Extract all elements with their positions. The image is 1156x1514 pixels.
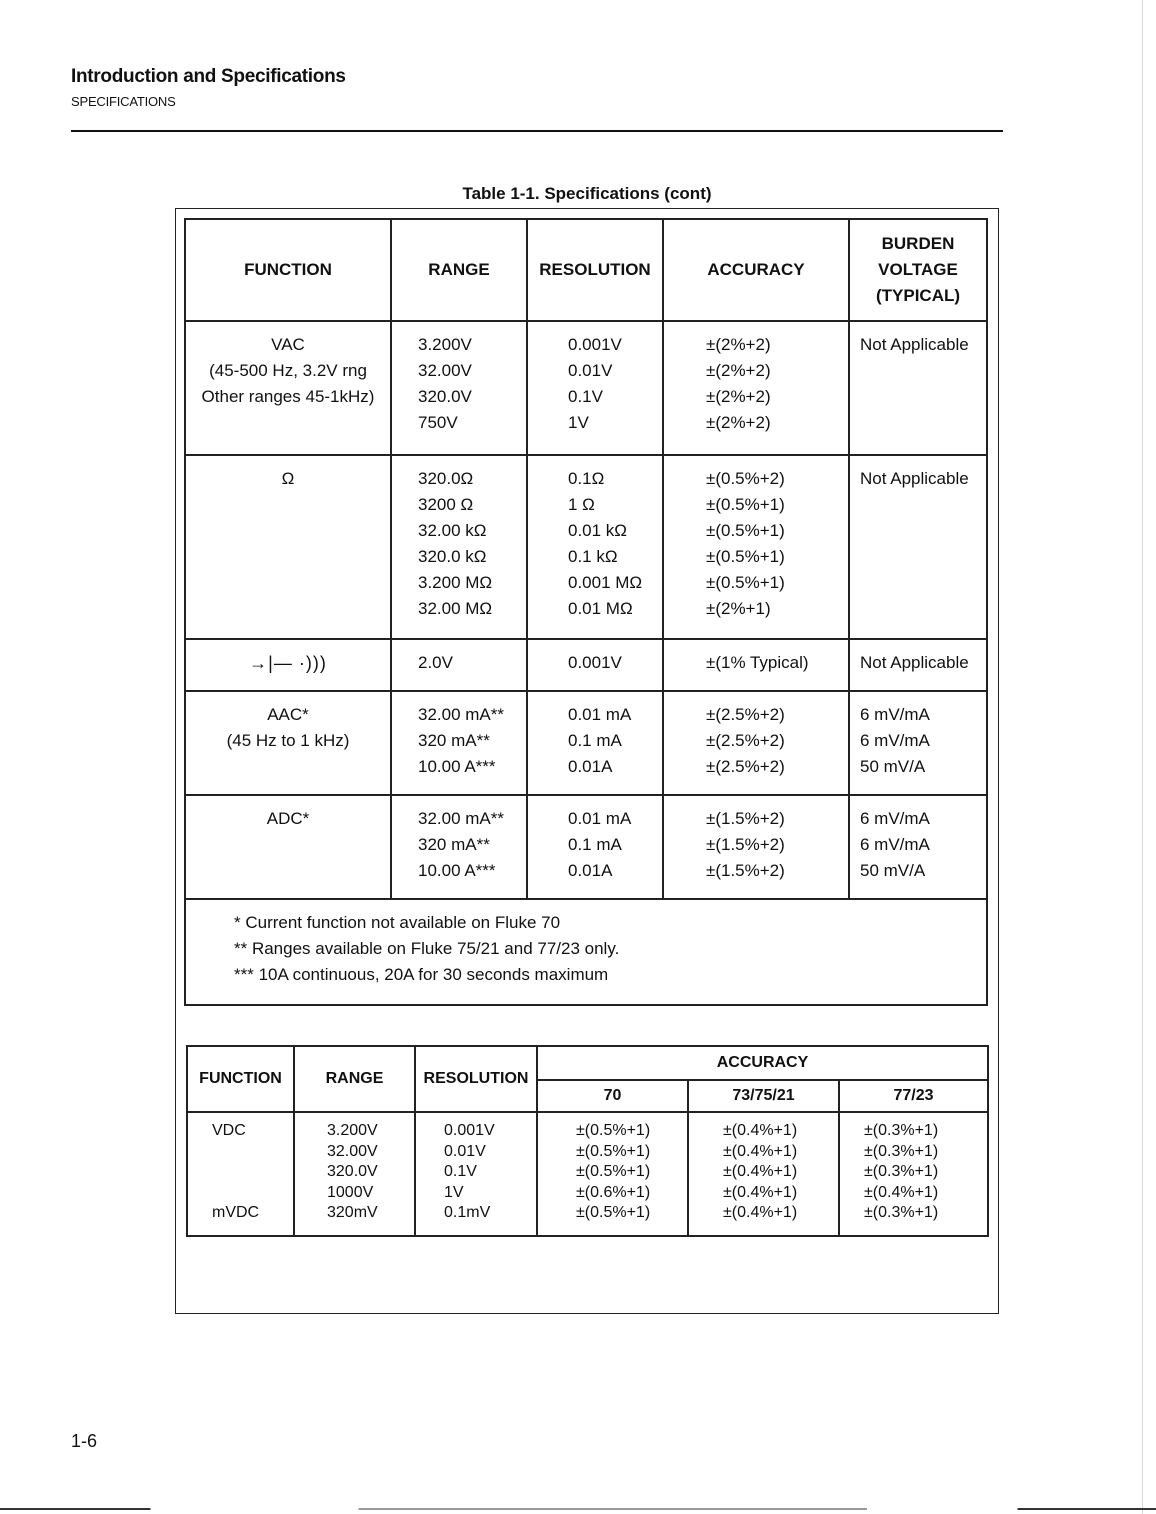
burden-value: Not Applicable (860, 469, 969, 488)
cell-accuracy-73-75-21 (688, 1112, 839, 1236)
function-note: Other ranges 45-1kHz) (201, 387, 375, 406)
range-value: 1000V (327, 1183, 374, 1201)
range-value: 320 mA** (418, 731, 490, 750)
accuracy-value: ±(0.4%+1) (723, 1142, 798, 1160)
cell-function (185, 639, 391, 691)
accuracy-value: ±(2.5%+2) (706, 731, 785, 750)
accuracy-value: ±(2.5%+2) (706, 705, 785, 724)
range-value: 32.00V (418, 361, 472, 380)
resolution-value: 0.01 mA (568, 809, 632, 828)
function-note: (45-500 Hz, 3.2V rng (209, 361, 367, 380)
cell-resolution (527, 795, 663, 899)
cell-accuracy-77-23 (839, 1112, 988, 1236)
cell-range (391, 691, 527, 795)
accuracy-value: ±(0.5%+1) (706, 573, 785, 592)
cell-function (185, 455, 391, 639)
resolution-value: 0.01A (568, 861, 613, 880)
col-header-range: RANGE (294, 1046, 415, 1112)
range-value: 320.0V (327, 1163, 378, 1180)
range-value: 320mV (327, 1204, 378, 1221)
function-note: (45 Hz to 1 kHz) (226, 731, 350, 750)
col-header-range: RANGE (391, 219, 527, 321)
range-value: 10.00 A*** (418, 757, 496, 776)
burden-value: 6 mV/mA (860, 835, 930, 854)
footnotes-cell (185, 899, 987, 1005)
burden-value: Not Applicable (860, 335, 969, 354)
cell-resolution (415, 1112, 537, 1236)
range-value: 3.200 MΩ (418, 573, 493, 592)
accuracy-value: ±(0.3%+1) (864, 1204, 939, 1221)
accuracy-value: ±(0.4%+1) (723, 1204, 798, 1221)
burden-header-line: BURDEN (881, 234, 955, 253)
burden-header-line: VOLTAGE (878, 260, 958, 279)
diode-continuity-icon: →|— ·))) (249, 653, 327, 673)
accuracy-value: ±(0.5%+1) (576, 1204, 651, 1221)
range-value: 3.200V (327, 1122, 378, 1139)
footnote: * Current function not available on Fluke 70 (234, 913, 561, 932)
resolution-value: 0.01 kΩ (568, 521, 628, 540)
cell-accuracy (663, 639, 849, 691)
range-value: 3200 Ω (418, 495, 474, 514)
resolution-value: 0.01 mA (568, 705, 632, 724)
accuracy-value: ±(0.4%+1) (723, 1122, 798, 1139)
accuracy-value: ±(2%+1) (706, 599, 771, 618)
resolution-value: 0.1 mA (568, 835, 622, 854)
cell-function (187, 1112, 294, 1236)
col-header-model-70: 70 (537, 1080, 688, 1112)
cell-burden (849, 795, 987, 899)
resolution-value: 0.01V (444, 1142, 486, 1160)
spec-table-dc-voltage (186, 1045, 989, 1237)
accuracy-value: ±(0.5%+1) (706, 521, 785, 540)
range-value: 320 mA** (418, 835, 490, 854)
resolution-value: 0.1 mA (568, 731, 622, 750)
resolution-value: 1V (444, 1183, 464, 1201)
function-label: VDC (212, 1122, 246, 1139)
resolution-value: 0.001 MΩ (568, 573, 643, 592)
accuracy-value: ±(0.5%+2) (706, 469, 785, 488)
accuracy-value: ±(2%+2) (706, 387, 771, 406)
function-label: VAC (271, 335, 305, 354)
function-label: ADC* (266, 809, 310, 828)
accuracy-value: ±(2.5%+2) (706, 757, 785, 776)
range-value: 32.00V (327, 1142, 378, 1160)
resolution-value: 0.001V (568, 335, 622, 354)
table-row-aac (185, 691, 987, 795)
accuracy-value: ±(0.4%+1) (864, 1183, 939, 1201)
cell-burden (849, 691, 987, 795)
cell-function (185, 691, 391, 795)
cell-range (294, 1112, 415, 1236)
table-header-row (187, 1046, 988, 1080)
range-value: 750V (418, 413, 458, 432)
range-value: 32.00 mA** (418, 705, 504, 724)
accuracy-value: ±(2%+2) (706, 361, 771, 380)
cell-accuracy (663, 795, 849, 899)
burden-value: 50 mV/A (860, 757, 926, 776)
table-row-adc (185, 795, 987, 899)
range-value: 2.0V (418, 653, 453, 672)
accuracy-value: ±(1.5%+2) (706, 835, 785, 854)
resolution-value: 1V (568, 413, 589, 432)
cell-range (391, 321, 527, 455)
cell-burden (849, 639, 987, 691)
resolution-value: 0.1V (568, 387, 603, 406)
page-edge-line (1142, 0, 1143, 1514)
resolution-value: 0.1 kΩ (568, 547, 618, 566)
cell-resolution (527, 455, 663, 639)
page-number: 1-6 (71, 1431, 98, 1451)
cell-resolution (527, 639, 663, 691)
section-subtitle: SPECIFICATIONS (71, 94, 176, 109)
accuracy-value: ±(0.4%+1) (723, 1183, 798, 1201)
accuracy-value: ±(1.5%+2) (706, 861, 785, 880)
function-label: mVDC (212, 1204, 260, 1221)
cell-range (391, 639, 527, 691)
burden-value: 6 mV/mA (860, 809, 930, 828)
accuracy-value: ±(0.5%+1) (706, 547, 785, 566)
accuracy-value: ±(0.3%+1) (864, 1142, 939, 1160)
cell-burden (849, 321, 987, 455)
cell-range (391, 455, 527, 639)
resolution-value: 0.1V (444, 1163, 477, 1180)
accuracy-value: ±(0.4%+1) (723, 1163, 798, 1180)
accuracy-value: ±(1% Typical) (706, 653, 809, 672)
resolution-value: 1 Ω (568, 495, 595, 514)
table-row-vac (185, 321, 987, 455)
resolution-value: 0.1mV (444, 1204, 491, 1221)
cell-burden (849, 455, 987, 639)
burden-value: Not Applicable (860, 653, 969, 672)
burden-value: 6 mV/mA (860, 731, 930, 750)
resolution-value: 0.001V (568, 653, 622, 672)
cell-accuracy (663, 321, 849, 455)
col-header-burden (849, 219, 987, 321)
bottom-scan-line (0, 1508, 1156, 1510)
resolution-value: 0.001V (444, 1122, 495, 1139)
burden-header-line: (TYPICAL) (875, 286, 961, 305)
table-row-ohms (185, 455, 987, 639)
range-value: 10.00 A*** (418, 861, 496, 880)
burden-value: 6 mV/mA (860, 705, 930, 724)
table-caption: Table 1-1. Specifications (cont) (462, 184, 712, 203)
resolution-value: 0.01 MΩ (568, 599, 633, 618)
range-value: 320.0 kΩ (418, 547, 487, 566)
range-value: 32.00 kΩ (418, 521, 487, 540)
accuracy-value: ±(0.5%+1) (576, 1122, 651, 1139)
col-header-function: FUNCTION (185, 219, 391, 321)
accuracy-value: ±(0.3%+1) (864, 1163, 939, 1180)
range-value: 320.0Ω (418, 469, 474, 488)
col-header-model-73-75-21: 73/75/21 (688, 1080, 839, 1112)
range-value: 3.200V (418, 335, 472, 354)
burden-value: 50 mV/A (860, 861, 926, 880)
accuracy-value: ±(0.5%+1) (706, 495, 785, 514)
table-notes-row (185, 899, 987, 1005)
resolution-value: 0.01V (568, 361, 613, 380)
accuracy-value: ±(0.5%+1) (576, 1142, 651, 1160)
cell-accuracy-70 (537, 1112, 688, 1236)
table-header-row (185, 219, 987, 321)
col-header-resolution: RESOLUTION (415, 1046, 537, 1112)
footnote: *** 10A continuous, 20A for 30 seconds maximum (234, 965, 609, 984)
accuracy-value: ±(0.5%+1) (576, 1163, 651, 1180)
table-row-vdc (187, 1112, 988, 1236)
function-label: AAC* (267, 705, 309, 724)
col-header-resolution: RESOLUTION (527, 219, 663, 321)
cell-function (185, 795, 391, 899)
table-row-diode-continuity (185, 639, 987, 691)
cell-accuracy (663, 691, 849, 795)
cell-function (185, 321, 391, 455)
resolution-value: 0.1Ω (568, 469, 605, 488)
cell-resolution (527, 321, 663, 455)
header-divider (71, 130, 1003, 132)
col-header-function: FUNCTION (187, 1046, 294, 1112)
accuracy-value: ±(0.3%+1) (864, 1122, 939, 1139)
cell-range (391, 795, 527, 899)
accuracy-value: ±(0.6%+1) (576, 1183, 651, 1201)
col-header-accuracy: ACCURACY (663, 219, 849, 321)
range-value: 32.00 MΩ (418, 599, 493, 618)
spec-table-ac-ohm-current (184, 218, 988, 1006)
accuracy-value: ±(1.5%+2) (706, 809, 785, 828)
range-value: 320.0V (418, 387, 472, 406)
cell-accuracy (663, 455, 849, 639)
section-title: Introduction and Specifications (71, 66, 346, 87)
accuracy-value: ±(2%+2) (706, 335, 771, 354)
col-header-accuracy: ACCURACY (537, 1046, 988, 1080)
resolution-value: 0.01A (568, 757, 613, 776)
footnote: ** Ranges available on Fluke 75/21 and 77/23 only. (234, 939, 620, 958)
cell-resolution (527, 691, 663, 795)
function-label: Ω (281, 469, 295, 488)
range-value: 32.00 mA** (418, 809, 504, 828)
accuracy-value: ±(2%+2) (706, 413, 771, 432)
col-header-model-77-23: 77/23 (839, 1080, 988, 1112)
